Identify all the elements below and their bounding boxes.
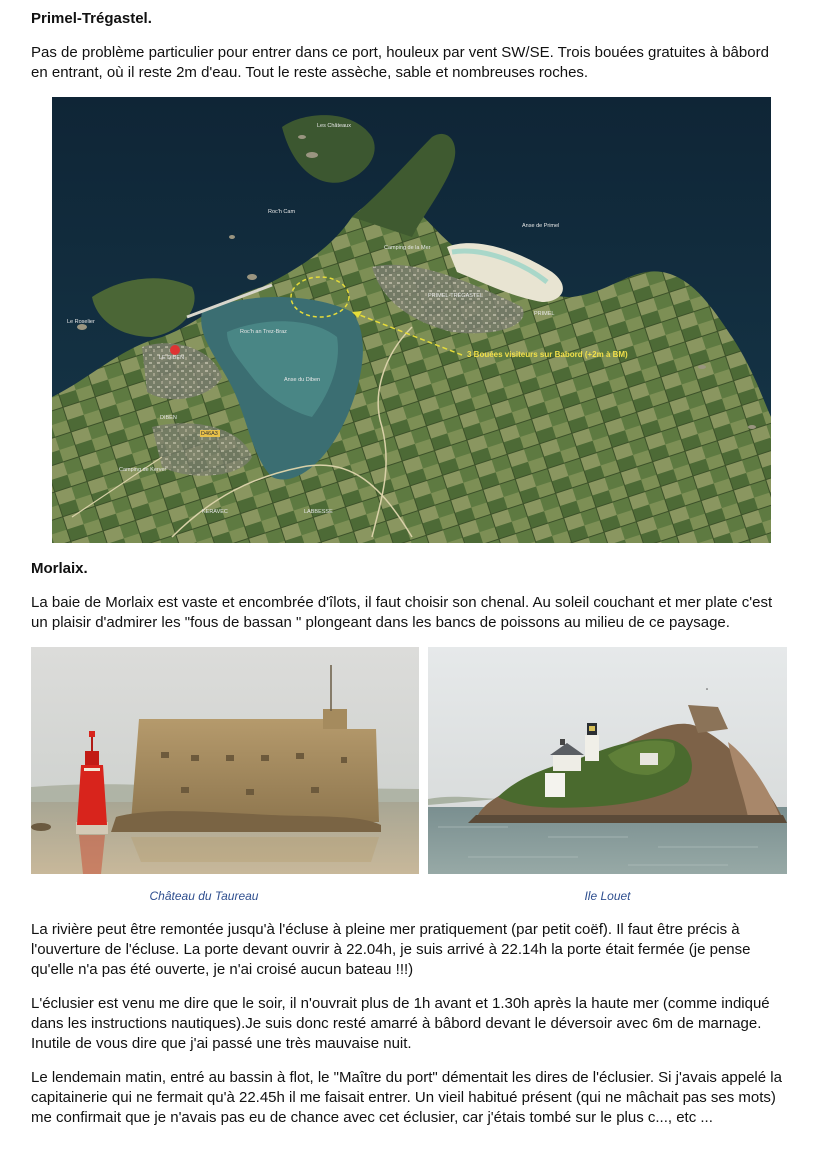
paragraph-eclusier-line1: L'éclusier est venu me dire que le soir, il n'ouvrait plus de 1h avant et 1.30h après la haute mer (comme indiqué bbox=[31, 995, 770, 1012]
photo-ile-louet bbox=[428, 647, 787, 874]
map-annotation-buoys: 3 Bouées visiteurs sur Babord (+2m à BM) bbox=[467, 350, 628, 359]
map-label-les-chateaux: Les Châteaux bbox=[317, 123, 351, 129]
map-label-labbesse: LABBESSE bbox=[304, 509, 333, 515]
satellite-map-primel bbox=[52, 97, 771, 543]
map-label-keravec: KERAVEC bbox=[202, 509, 228, 515]
photo-chateau-du-taureau bbox=[31, 647, 419, 874]
photo-ile-louet-image bbox=[428, 647, 787, 874]
satellite-map-image bbox=[52, 97, 771, 543]
paragraph-ecluse-line2: l'ouverture de l'écluse. La porte devant ouvrir à 22.04h, je suis arrivé à 22.14h la porte était fermée (je pense bbox=[31, 941, 751, 958]
paragraph-lendemain-line2: capitainerie qui ne fermait qu'à 22.45h il me faisait entrer. Un vieil habitué présent (qui ne mâchait pas ses mots) bbox=[31, 1089, 776, 1106]
paragraph-morlaix-line1: La baie de Morlaix est vaste et encombrée d'îlots, il faut choisir son chenal. Au soleil couchant et mer plate c'est bbox=[31, 594, 773, 611]
map-label-camping-kerver: Camping de Kerver bbox=[119, 467, 167, 473]
map-label-anse-diben: Anse du Diben bbox=[284, 377, 321, 383]
heading-primel: Primel-Trégastel. bbox=[31, 10, 152, 27]
map-label-le-roselier: Le Roselier bbox=[67, 319, 95, 325]
paragraph-morlaix-line2: un plaisir d'admirer les "fous de bassan " plongeant dans les bancs de poissons au milieu de ce paysage. bbox=[31, 614, 730, 631]
map-label-le-diben: LE DIBEN bbox=[159, 355, 185, 361]
map-label-diben: DIBEN bbox=[160, 415, 177, 421]
paragraph-lendemain-line1: Le lendemain matin, entré au bassin à flot, le "Maître du port" démentait les dires de l'éclusier. Si j'avais appelé la bbox=[31, 1069, 782, 1086]
heading-morlaix: Morlaix. bbox=[31, 560, 88, 577]
map-label-road: D46A3 bbox=[201, 431, 218, 437]
caption-chateau-du-taureau: Château du Taureau bbox=[149, 889, 259, 903]
paragraph-eclusier-line3: Inutile de vous dire que j'ai passé une très mauvaise nuit. bbox=[31, 1035, 412, 1052]
paragraph-lendemain-line3: me confirmait que je n'avais pas eu de chance avec cet éclusier, car j'étais tombé sur le plus c..., etc ... bbox=[31, 1109, 713, 1126]
paragraph-primel-line1: Pas de problème particulier pour entrer dans ce port, houleux par vent SW/SE. Trois bouées gratuites à bâbord bbox=[31, 44, 769, 61]
map-label-anse-primel: Anse de Primel bbox=[522, 223, 560, 229]
map-label-roch-an-trez: Roc'h an Trez-Braz bbox=[240, 329, 287, 335]
map-label-roch-cam: Roc'h Cam bbox=[268, 209, 296, 215]
paragraph-eclusier-line2: dans les instructions nautiques).Je suis donc resté amarré à bâbord devant le déversoir avec 6m de marnage. bbox=[31, 1015, 762, 1032]
paragraph-primel-line2: en entrant, où il reste 2m d'eau. Tout le reste assèche, sable et nombreuses roches. bbox=[31, 64, 589, 81]
photo-chateau-image bbox=[31, 647, 419, 874]
map-label-camping-mer: Camping de la Mer bbox=[384, 245, 431, 251]
caption-ile-louet: Ile Louet bbox=[584, 889, 631, 903]
map-label-primel-tregastel: PRIMEL-TRÉGASTEL bbox=[428, 293, 484, 299]
paragraph-ecluse-line3: qu'elle n'a pas été ouverte, je n'ai croisé aucun bateau !!!) bbox=[31, 961, 414, 978]
paragraph-ecluse-line1: La rivière peut être remontée jusqu'à l'écluse à pleine mer pratiquement (par petit coëf). Il faut être précis à bbox=[31, 921, 740, 938]
map-label-primel: PRIMEL bbox=[534, 311, 555, 317]
